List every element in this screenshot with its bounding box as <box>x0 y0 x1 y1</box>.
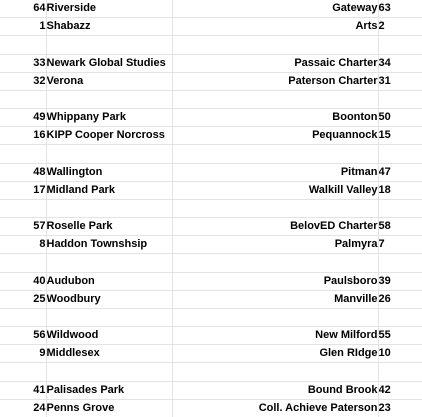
bracket-row <box>0 54 422 72</box>
empty-cell[interactable] <box>378 36 422 54</box>
empty-cell[interactable] <box>172 199 378 217</box>
right-seed-cell[interactable]: 15 <box>378 127 422 145</box>
right-team-cell[interactable]: Boonton <box>172 109 378 127</box>
empty-cell[interactable] <box>378 145 422 163</box>
bracket-row <box>0 127 422 145</box>
right-team-cell[interactable]: Manville <box>172 290 378 308</box>
right-team-cell[interactable]: Arts <box>172 18 378 36</box>
bracket-row <box>0 109 422 127</box>
empty-cell[interactable] <box>46 363 172 381</box>
left-team-cell[interactable]: Penns Grove <box>46 399 172 417</box>
empty-cell[interactable] <box>46 254 172 272</box>
empty-cell[interactable] <box>172 145 378 163</box>
left-team-cell[interactable]: Verona <box>46 72 172 90</box>
right-team-cell[interactable]: Walkill Valley <box>172 181 378 199</box>
left-seed-cell[interactable]: 48 <box>0 163 46 181</box>
empty-cell[interactable] <box>0 90 46 108</box>
right-seed-cell[interactable]: 26 <box>378 290 422 308</box>
empty-cell[interactable] <box>172 308 378 326</box>
right-team-cell[interactable]: BelovED Charter <box>172 218 378 236</box>
empty-cell[interactable] <box>0 36 46 54</box>
left-team-cell[interactable]: Wildwood <box>46 327 172 345</box>
right-seed-cell[interactable]: 34 <box>378 54 422 72</box>
blank-row <box>0 363 422 381</box>
left-seed-cell[interactable]: 57 <box>0 218 46 236</box>
right-seed-cell[interactable]: 50 <box>378 109 422 127</box>
left-seed-cell[interactable]: 1 <box>0 18 46 36</box>
left-team-cell[interactable]: Haddon Townshsip <box>46 236 172 254</box>
left-team-cell[interactable]: Whippany Park <box>46 109 172 127</box>
empty-cell[interactable] <box>378 199 422 217</box>
left-seed-cell[interactable]: 25 <box>0 290 46 308</box>
blank-row <box>0 199 422 217</box>
empty-cell[interactable] <box>46 145 172 163</box>
right-seed-cell[interactable]: 42 <box>378 381 422 399</box>
left-team-cell[interactable]: Midland Park <box>46 181 172 199</box>
bracket-row <box>0 0 422 18</box>
right-team-cell[interactable]: Passaic Charter <box>172 54 378 72</box>
bracket-row <box>0 327 422 345</box>
bracket-row <box>0 18 422 36</box>
blank-row <box>0 254 422 272</box>
left-seed-cell[interactable]: 49 <box>0 109 46 127</box>
empty-cell[interactable] <box>378 254 422 272</box>
blank-row <box>0 36 422 54</box>
left-seed-cell[interactable]: 64 <box>0 0 46 18</box>
empty-cell[interactable] <box>46 36 172 54</box>
right-team-cell[interactable]: Pequannock <box>172 127 378 145</box>
left-team-cell[interactable]: Riverside <box>46 0 172 18</box>
left-seed-cell[interactable]: 9 <box>0 345 46 363</box>
right-team-cell[interactable]: Pitman <box>172 163 378 181</box>
left-seed-cell[interactable]: 8 <box>0 236 46 254</box>
left-seed-cell[interactable]: 56 <box>0 327 46 345</box>
right-seed-cell[interactable]: 47 <box>378 163 422 181</box>
empty-cell[interactable] <box>0 254 46 272</box>
bracket-row <box>0 218 422 236</box>
right-team-cell[interactable]: Gateway <box>172 0 378 18</box>
right-team-cell[interactable]: Coll. Achieve Paterson <box>172 399 378 417</box>
empty-cell[interactable] <box>172 363 378 381</box>
bracket-row <box>0 381 422 399</box>
left-team-cell[interactable]: Wallington <box>46 163 172 181</box>
left-seed-cell[interactable]: 33 <box>0 54 46 72</box>
empty-cell[interactable] <box>378 90 422 108</box>
left-team-cell[interactable]: Shabazz <box>46 18 172 36</box>
left-team-cell[interactable]: Roselle Park <box>46 218 172 236</box>
empty-cell[interactable] <box>0 363 46 381</box>
left-team-cell[interactable]: Middlesex <box>46 345 172 363</box>
left-team-cell[interactable]: KIPP Cooper Norcross <box>46 127 172 145</box>
right-team-cell[interactable]: Glen RIdge <box>172 345 378 363</box>
right-team-cell[interactable]: Palmyra <box>172 236 378 254</box>
right-seed-cell[interactable]: 39 <box>378 272 422 290</box>
right-seed-cell[interactable]: 58 <box>378 218 422 236</box>
left-seed-cell[interactable]: 16 <box>0 127 46 145</box>
left-seed-cell[interactable]: 32 <box>0 72 46 90</box>
empty-cell[interactable] <box>172 254 378 272</box>
left-team-cell[interactable]: Newark Global Studies <box>46 54 172 72</box>
bracket-row <box>0 290 422 308</box>
right-seed-cell[interactable]: 10 <box>378 345 422 363</box>
left-team-cell[interactable]: Audubon <box>46 272 172 290</box>
left-team-cell[interactable]: Woodbury <box>46 290 172 308</box>
empty-cell[interactable] <box>0 308 46 326</box>
right-seed-cell[interactable]: 63 <box>378 0 422 18</box>
empty-cell[interactable] <box>0 145 46 163</box>
right-seed-cell[interactable]: 18 <box>378 181 422 199</box>
right-seed-cell[interactable]: 55 <box>378 327 422 345</box>
right-team-cell[interactable]: New Milford <box>172 327 378 345</box>
blank-row <box>0 308 422 326</box>
right-team-cell[interactable]: Paterson Charter <box>172 72 378 90</box>
bracket-row <box>0 272 422 290</box>
right-team-cell[interactable]: Paulsboro <box>172 272 378 290</box>
empty-cell[interactable] <box>46 90 172 108</box>
empty-cell[interactable] <box>46 199 172 217</box>
blank-row <box>0 145 422 163</box>
blank-row <box>0 90 422 108</box>
left-seed-cell[interactable]: 24 <box>0 399 46 417</box>
bracket-row <box>0 236 422 254</box>
bracket-row <box>0 163 422 181</box>
empty-cell[interactable] <box>46 308 172 326</box>
bracket-row <box>0 72 422 90</box>
right-seed-cell[interactable]: 2 <box>378 18 422 36</box>
empty-cell[interactable] <box>0 199 46 217</box>
left-seed-cell[interactable]: 17 <box>0 181 46 199</box>
right-team-cell[interactable]: Bound Brook <box>172 381 378 399</box>
bracket-row <box>0 399 422 417</box>
right-seed-cell[interactable]: 31 <box>378 72 422 90</box>
right-seed-cell[interactable]: 7 <box>378 236 422 254</box>
empty-cell[interactable] <box>378 363 422 381</box>
empty-cell[interactable] <box>378 308 422 326</box>
right-seed-cell[interactable]: 23 <box>378 401 391 414</box>
left-seed-cell[interactable]: 41 <box>0 381 46 399</box>
left-seed-cell[interactable]: 40 <box>0 272 46 290</box>
left-team-cell[interactable]: Palisades Park <box>46 381 172 399</box>
empty-cell[interactable] <box>172 90 378 108</box>
bracket-row <box>0 181 422 199</box>
empty-cell[interactable] <box>172 36 378 54</box>
bracket-row <box>0 345 422 363</box>
